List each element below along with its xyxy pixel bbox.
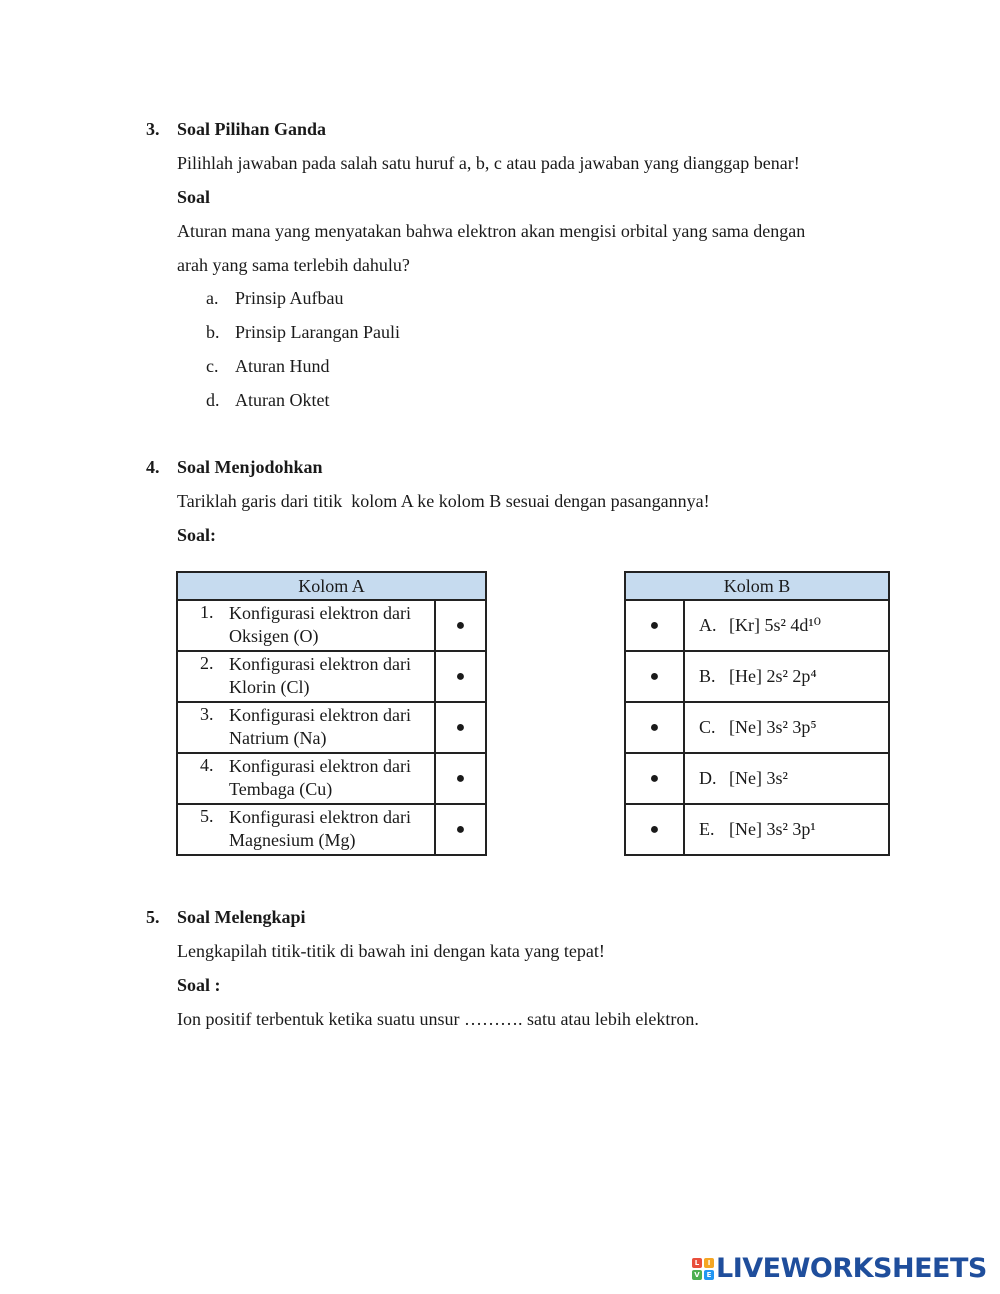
kolom-a-row — [177, 651, 486, 702]
kolom-a-cell — [177, 651, 435, 702]
kolom-b-header: Kolom B — [625, 572, 889, 600]
q3-option-b-letter: b. — [206, 322, 220, 342]
kolom-b-text: [Ne] 3s² 3p¹ — [729, 819, 816, 839]
kolom-b-letter: A. — [699, 615, 717, 635]
kolom-a-cell — [177, 804, 435, 855]
kolom-b-cell — [684, 804, 889, 855]
kolom-b-cell — [684, 753, 889, 804]
q3-option-c-letter: c. — [206, 356, 219, 376]
q3-option-c[interactable]: Aturan Hund — [235, 356, 330, 376]
kolom-a-row — [177, 804, 486, 855]
q4-number: 4. — [146, 457, 160, 477]
kolom-b-text: [Ne] 3s² 3p⁵ — [729, 717, 817, 737]
kolom-a-text: Konfigurasi elektron dari Natrium (Na) — [229, 705, 411, 748]
kolom-b-row — [625, 651, 889, 702]
kolom-a-row — [177, 600, 486, 651]
q4-instruction: Tariklah garis dari titik kolom A ke kolom B sesuai dengan pasangannya! — [177, 491, 710, 511]
kolom-a-dot-5[interactable]: ● — [435, 804, 486, 855]
logo-mark-tile: V — [692, 1270, 702, 1280]
kolom-a-dot-2[interactable]: ● — [435, 651, 486, 702]
q3-soal-label: Soal — [177, 187, 211, 207]
kolom-a-cell — [177, 702, 435, 753]
kolom-b-row — [625, 702, 889, 753]
q3-instruction: Pilihlah jawaban pada salah satu huruf a, b, c atau pada jawaban yang dianggap benar! — [177, 153, 800, 173]
q5-title: Soal Melengkapi — [177, 907, 306, 927]
kolom-b-dot-a[interactable]: ● — [625, 600, 684, 651]
kolom-a-cell — [177, 753, 435, 804]
q5-instruction: Lengkapilah titik-titik di bawah ini dengan kata yang tepat! — [177, 941, 605, 961]
kolom-a-text: Konfigurasi elektron dari Magnesium (Mg) — [229, 807, 411, 850]
kolom-a-number: 3. — [200, 704, 214, 724]
kolom-b-dot-d[interactable]: ● — [625, 753, 684, 804]
q3-option-a[interactable]: Prinsip Aufbau — [235, 288, 344, 308]
logo-mark-tile: E — [704, 1270, 714, 1280]
q5-soal-label: Soal : — [177, 975, 221, 995]
kolom-a-table — [176, 571, 487, 856]
kolom-b-table — [624, 571, 890, 856]
kolom-b-row — [625, 804, 889, 855]
kolom-a-header: Kolom A — [177, 572, 486, 600]
kolom-b-cell — [684, 702, 889, 753]
kolom-a-dot-1[interactable]: ● — [435, 600, 486, 651]
kolom-a-row — [177, 753, 486, 804]
kolom-b-letter: E. — [699, 819, 715, 839]
kolom-b-dot-b[interactable]: ● — [625, 651, 684, 702]
liveworksheets-logo-text: LIVEWORKSHEETS — [716, 1253, 987, 1284]
q5-number: 5. — [146, 907, 160, 927]
kolom-b-dot-e[interactable]: ● — [625, 804, 684, 855]
kolom-b-text: [Kr] 5s² 4d¹⁰ — [729, 615, 821, 635]
kolom-b-text: [He] 2s² 2p⁴ — [729, 666, 817, 686]
q3-question-line1: Aturan mana yang menyatakan bahwa elektron akan mengisi orbital yang sama dengan — [177, 221, 806, 241]
kolom-a-text: Konfigurasi elektron dari Tembaga (Cu) — [229, 756, 411, 799]
kolom-a-number: 5. — [200, 806, 214, 826]
kolom-a-dot-3[interactable]: ● — [435, 702, 486, 753]
kolom-a-number: 1. — [200, 602, 214, 622]
kolom-b-letter: B. — [699, 666, 716, 686]
q4-title: Soal Menjodohkan — [177, 457, 323, 477]
kolom-a-number: 2. — [200, 653, 214, 673]
kolom-a-cell — [177, 600, 435, 651]
logo-mark-tile: L — [692, 1258, 702, 1268]
q3-title: Soal Pilihan Ganda — [177, 119, 327, 139]
q3-option-b[interactable]: Prinsip Larangan Pauli — [235, 322, 400, 342]
q3-question-line2: arah yang sama terlebih dahulu? — [177, 255, 410, 275]
liveworksheets-logo[interactable] — [692, 1255, 988, 1285]
kolom-b-letter: C. — [699, 717, 716, 737]
kolom-a-text: Konfigurasi elektron dari Klorin (Cl) — [229, 654, 411, 697]
kolom-b-row — [625, 600, 889, 651]
q5-question[interactable]: Ion positif terbentuk ketika suatu unsur ………. satu atau lebih elektron. — [177, 1009, 699, 1029]
logo-mark-tile: I — [704, 1258, 714, 1268]
kolom-b-text: [Ne] 3s² — [729, 768, 788, 788]
q3-option-a-letter: a. — [206, 288, 219, 308]
kolom-a-number: 4. — [200, 755, 214, 775]
kolom-b-row — [625, 753, 889, 804]
q3-option-d-letter: d. — [206, 390, 220, 410]
kolom-b-cell — [684, 600, 889, 651]
kolom-a-row — [177, 702, 486, 753]
kolom-a-dot-4[interactable]: ● — [435, 753, 486, 804]
q3-option-d[interactable]: Aturan Oktet — [235, 390, 330, 410]
kolom-a-text: Konfigurasi elektron dari Oksigen (O) — [229, 603, 411, 646]
q4-soal-label: Soal: — [177, 525, 217, 545]
kolom-b-dot-c[interactable]: ● — [625, 702, 684, 753]
q3-number: 3. — [146, 119, 160, 139]
liveworksheets-mark-icon — [692, 1258, 714, 1280]
kolom-b-cell — [684, 651, 889, 702]
kolom-b-letter: D. — [699, 768, 717, 788]
